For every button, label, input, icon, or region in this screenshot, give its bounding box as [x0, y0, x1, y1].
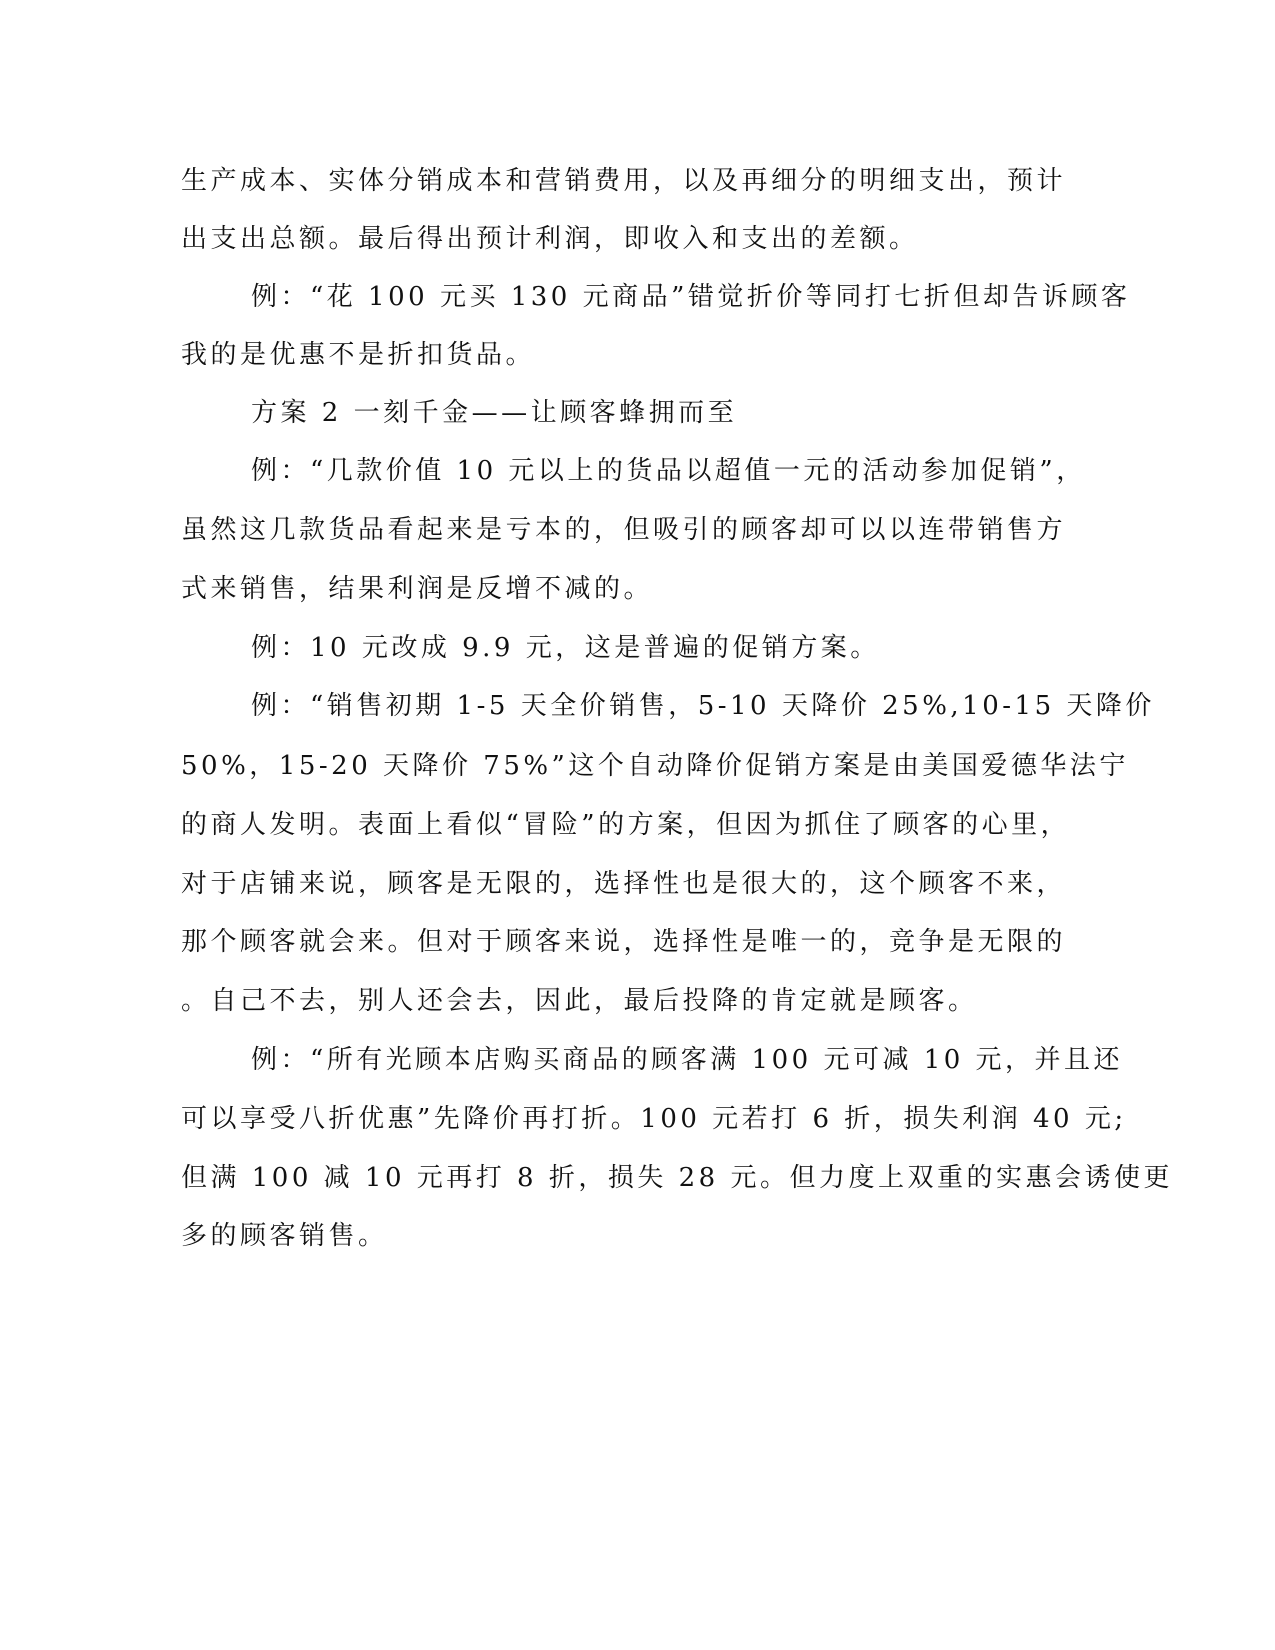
paragraph-line-3: 例：“花 100 元买 130 元商品”错觉折价等同打七折但却告诉顾客	[251, 282, 1131, 312]
paragraph-line-14: 那个顾客就会来。但对于顾客来说，选择性是唯一的，竞争是无限的	[181, 927, 1067, 957]
paragraph-line-7: 虽然这几款货品看起来是亏本的，但吸引的顾客却可以以连带销售方	[181, 515, 1067, 545]
paragraph-line-4: 我的是优惠不是折扣货品。	[181, 340, 536, 370]
section-heading: 方案 2 一刻千金——让顾客蜂拥而至	[251, 398, 738, 428]
paragraph-line-1: 生产成本、实体分销成本和营销费用，以及再细分的明细支出，预计	[181, 166, 1067, 196]
paragraph-line-9: 例：10 元改成 9.9 元，这是普遍的促销方案。	[251, 633, 880, 663]
paragraph-line-16: 例：“所有光顾本店购买商品的顾客满 100 元可减 10 元，并且还	[251, 1045, 1124, 1075]
paragraph-line-18: 但满 100 减 10 元再打 8 折，损失 28 元。但力度上双重的实惠会诱使更	[181, 1163, 1173, 1193]
paragraph-line-11: 50%，15-20 天降价 75%”这个自动降价促销方案是由美国爱德华法宁	[181, 751, 1129, 781]
paragraph-line-6: 例：“几款价值 10 元以上的货品以超值一元的活动参加促销”，	[251, 456, 1086, 486]
paragraph-line-2: 出支出总额。最后得出预计利润，即收入和支出的差额。	[181, 224, 919, 254]
paragraph-line-8: 式来销售，结果利润是反增不减的。	[181, 574, 654, 604]
paragraph-line-17: 可以享受八折优惠”先降价再打折。100 元若打 6 折，损失利润 40 元;	[181, 1104, 1127, 1134]
paragraph-line-12: 的商人发明。表面上看似“冒险”的方案，但因为抓住了顾客的心里，	[181, 810, 1071, 840]
paragraph-line-19: 多的顾客销售。	[181, 1221, 388, 1251]
paragraph-line-13: 对于店铺来说，顾客是无限的，选择性也是很大的，这个顾客不来，	[181, 869, 1067, 899]
paragraph-line-15: 。自己不去，别人还会去，因此，最后投降的肯定就是顾客。	[181, 986, 978, 1016]
paragraph-line-10: 例：“销售初期 1-5 天全价销售，5-10 天降价 25%,10-15 天降价	[251, 691, 1155, 721]
